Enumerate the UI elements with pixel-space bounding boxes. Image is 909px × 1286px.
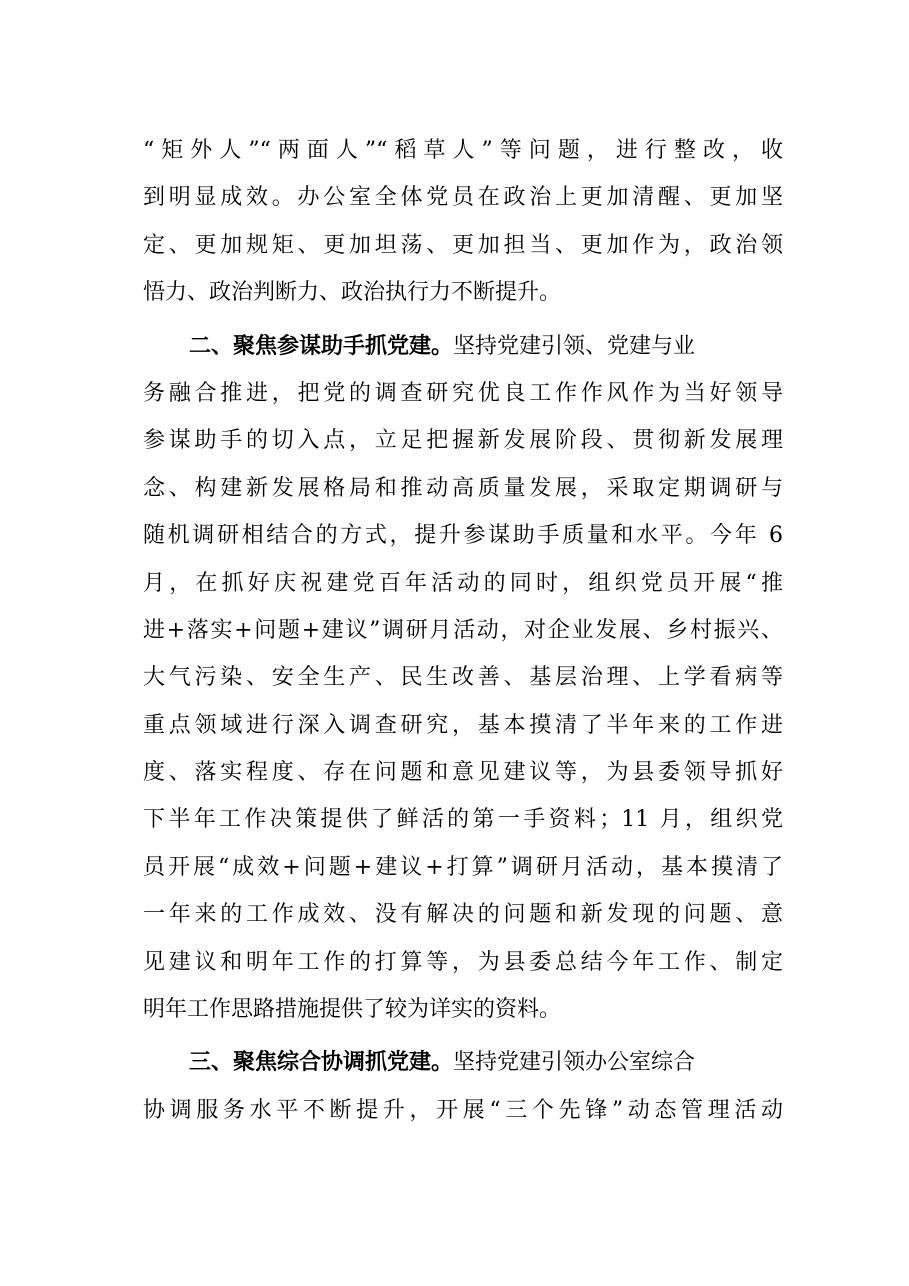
paragraph-line: 定、更加规矩、更加坦荡、更加担当、更加作为，政治领 <box>143 232 783 258</box>
paragraph-line: 大气污染、安全生产、民生改善、基层治理、上学看病等 <box>143 665 783 691</box>
paragraph-line: 下半年工作决策提供了鲜活的第一手资料；11 月，组织党 <box>143 807 783 833</box>
paragraph-line: 随机调研相结合的方式，提升参谋助手质量和水平。今年 6 <box>143 523 783 549</box>
paragraph-2 <box>143 323 783 1034</box>
paragraph-line: 到明显成效。办公室全体党员在政治上更加清醒、更加坚 <box>143 185 783 211</box>
paragraph-3 <box>143 1039 783 1134</box>
paragraph-text: 坚持党建引领办公室综合 <box>453 1050 696 1076</box>
paragraph-line: 月，在抓好庆祝建党百年活动的同时，组织党员开展“推 <box>143 570 783 596</box>
paragraph-line: 悟力、政治判断力、政治执行力不断提升。 <box>143 280 562 306</box>
section-heading: 三、聚焦综合协调抓党建。 <box>189 1049 454 1076</box>
paragraph-1 <box>143 127 783 317</box>
paragraph-line: 协调服务水平不断提升，开展“三个先锋”动态管理活动 <box>143 1097 783 1123</box>
paragraph-line: “矩外人”“两面人”“稻草人”等问题，进行整改，收 <box>143 138 783 163</box>
document-body <box>143 127 783 1134</box>
paragraph-line: 务融合推进，把党的调查研究优良工作作风作为当好领导 <box>143 380 783 406</box>
paragraph-line: 度、落实程度、存在问题和意见建议等，为县委领导抓好 <box>143 760 783 786</box>
paragraph-line: 重点领域进行深入调查研究，基本摸清了半年来的工作进 <box>143 712 783 738</box>
paragraph-line: 进+落实+问题+建议”调研月活动，对企业发展、乡村振兴、 <box>143 617 783 643</box>
paragraph-text: 坚持党建引领、党建与业 <box>453 333 696 359</box>
paragraph-line: 念、构建新发展格局和推动高质量发展，采取定期调研与 <box>143 475 783 501</box>
paragraph-line: 明年工作思路措施提供了较为详实的资料。 <box>143 997 562 1023</box>
paragraph-line: 一年来的工作成效、没有解决的问题和新发现的问题、意 <box>143 902 783 928</box>
paragraph-first-line <box>143 323 783 370</box>
section-heading: 二、聚焦参谋助手抓党建。 <box>189 332 454 359</box>
paragraph-line: 参谋助手的切入点，立足把握新发展阶段、贯彻新发展理 <box>143 428 783 454</box>
paragraph-line: 见建议和明年工作的打算等，为县委总结今年工作、制定 <box>143 949 783 975</box>
paragraph-first-line <box>143 1039 783 1086</box>
paragraph-line: 员开展“成效+问题+建议+打算”调研月活动，基本摸清了 <box>143 854 783 880</box>
